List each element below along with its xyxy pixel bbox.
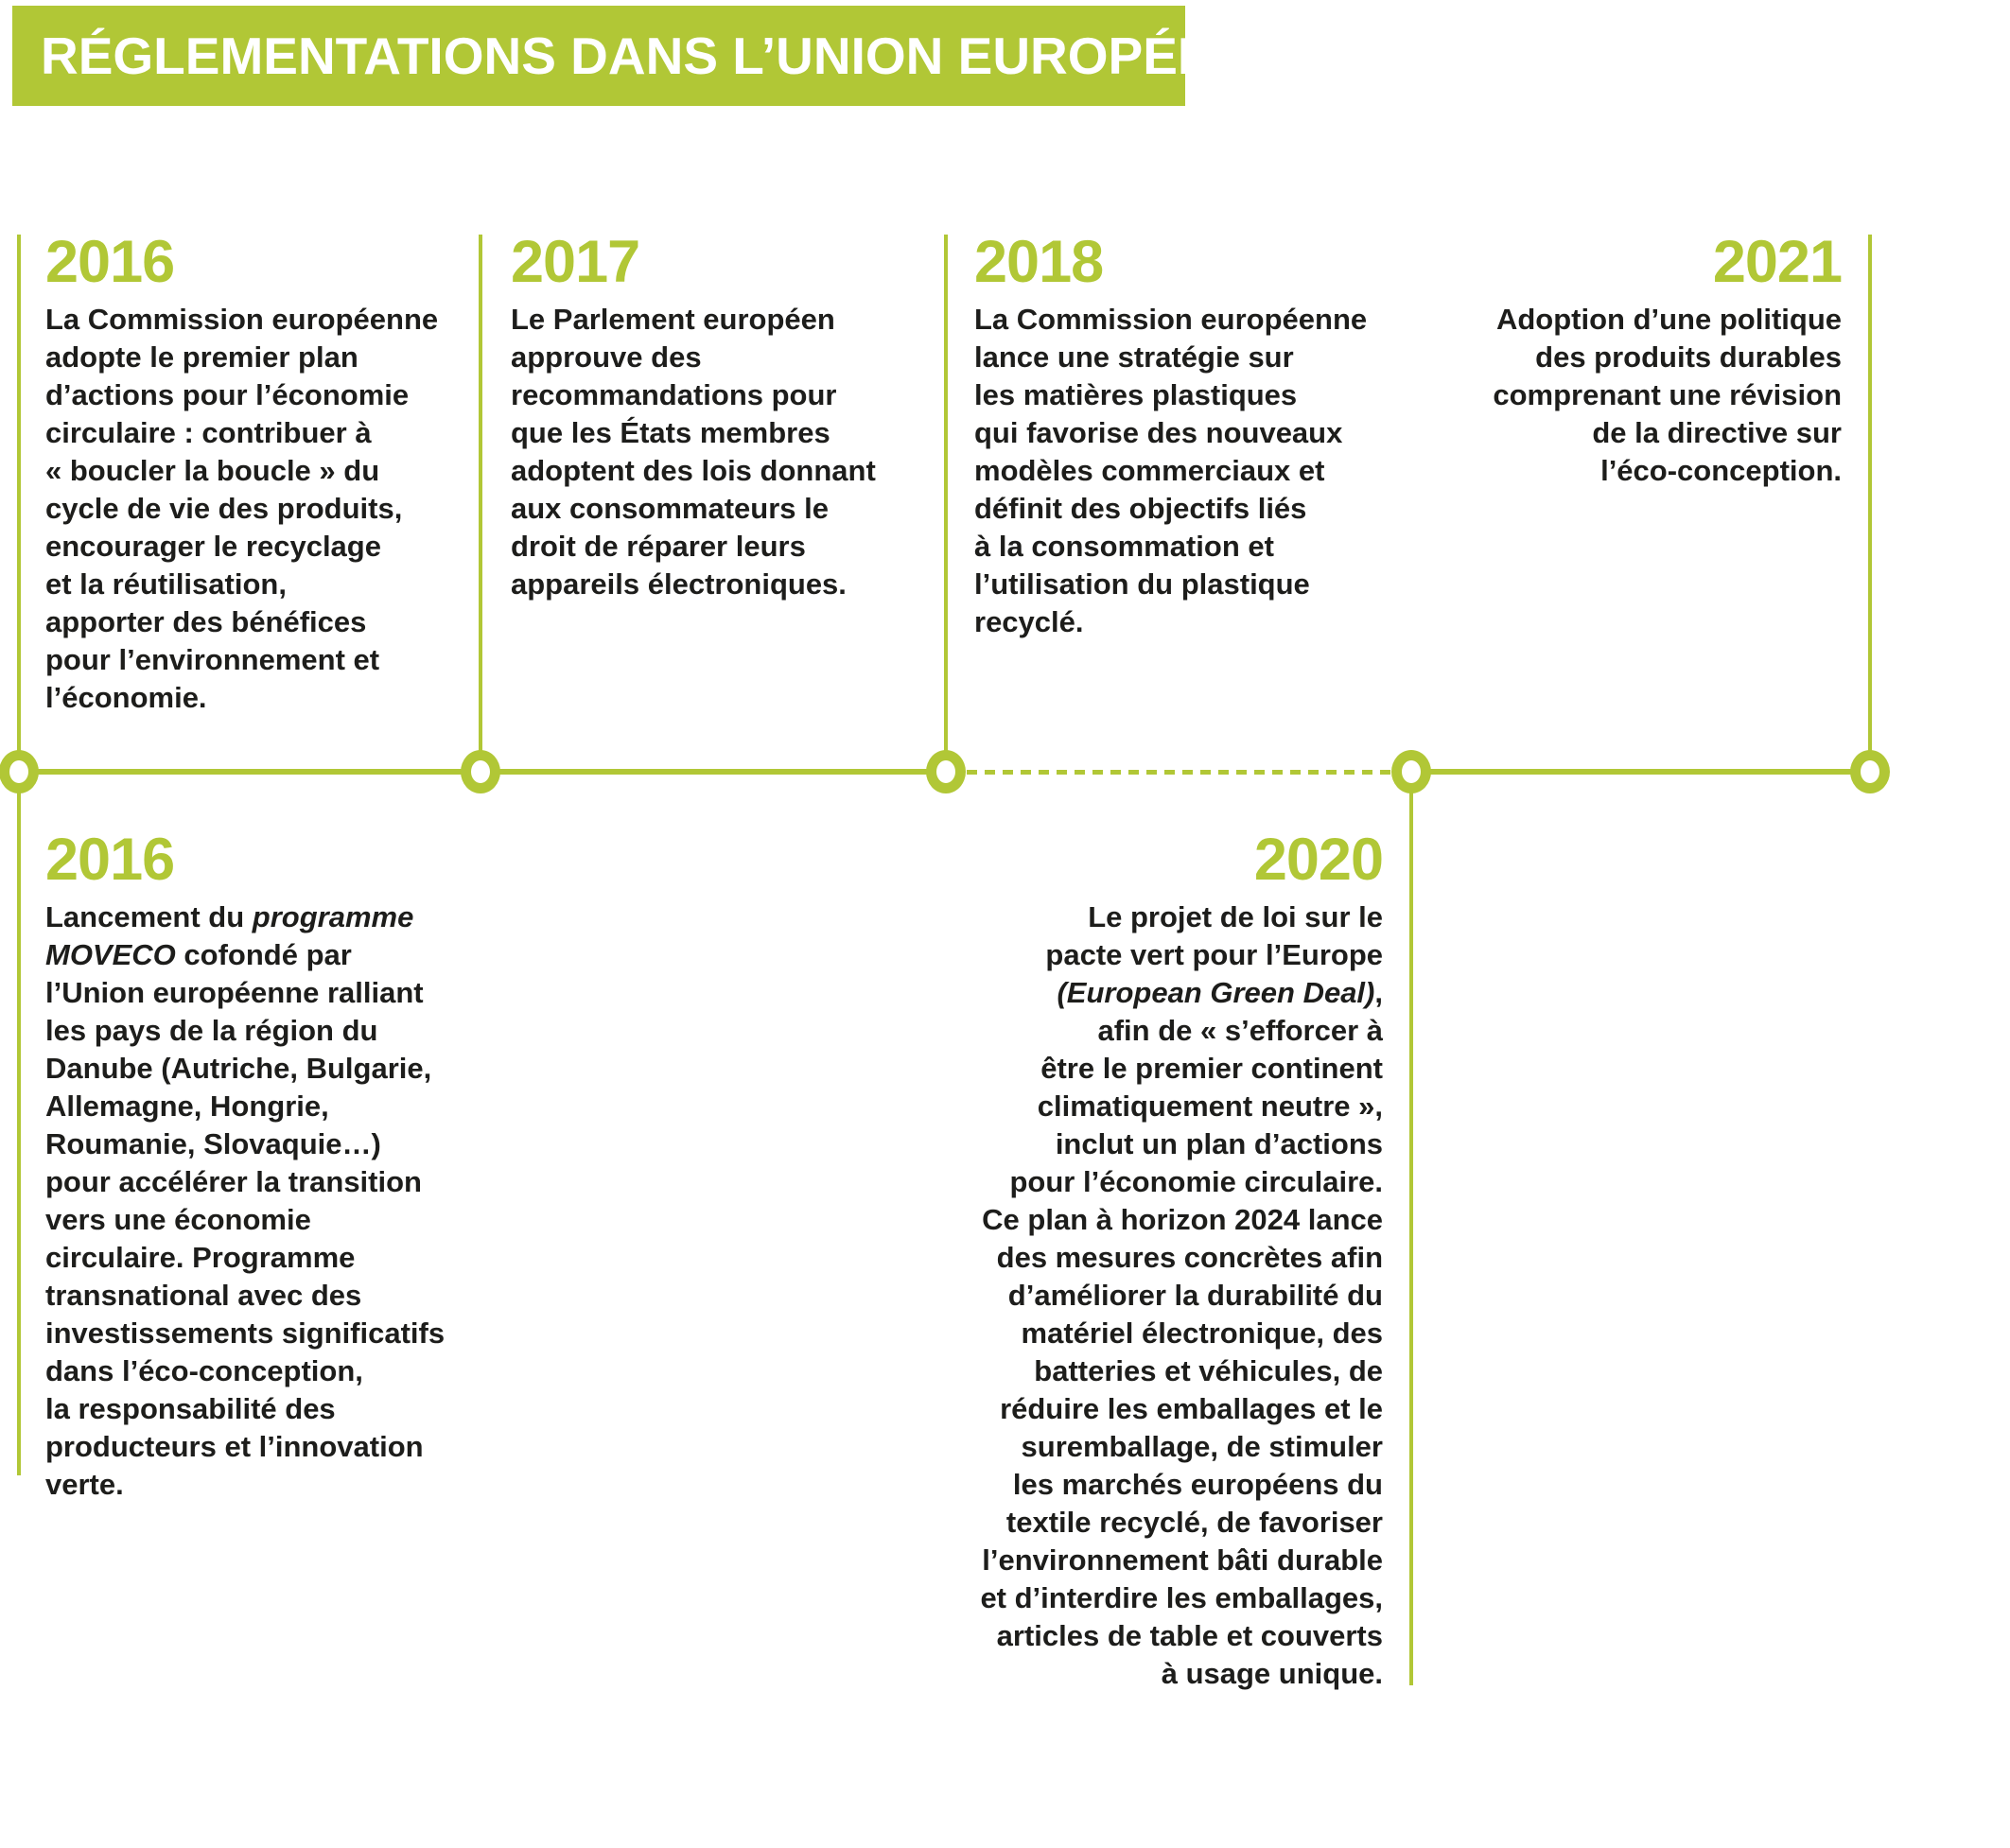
event-text: La Commission européenne adopte le premier plan d’actions pour l’économie circulaire : contribuer à « boucler la boucle » du cycle de vie des produits, encourager le recyclage et la réutilisation, apporter des bénéfices pour l’environnement et l’économie.	[45, 303, 439, 714]
timeline-solid-segment-right	[1411, 769, 1870, 775]
event-2020	[872, 827, 1383, 1693]
event-text: Adoption d’une politique des produits durables comprenant une révision de la directive sur l’éco-conception.	[1493, 303, 1842, 487]
event-year: 2017	[511, 229, 640, 295]
event-2017	[511, 229, 876, 603]
event-text: Le Parlement européen approuve des recommandations pour que les États membres adoptent des lois donnant aux consommateurs le droit de réparer leurs appareils électroniques.	[511, 303, 876, 601]
event-year: 2016	[45, 229, 175, 295]
connector-2021	[1868, 235, 1872, 753]
event-text: Lancement du programme MOVECO cofondé par l’Union européenne ralliant les pays de la région du Danube (Autriche, Bulgarie, Allemagne, Hongrie, Roumanie, Slovaquie…) pour accélérer la transition vers une économie circulaire. Programme transnational avec des investissements significatifs dans l’éco-conception, la responsabilité des producteurs et l’innovation verte.	[45, 900, 446, 1501]
timeline-node-2020	[1391, 750, 1431, 793]
event-year: 2021	[1712, 229, 1842, 295]
timeline-dashed-segment	[967, 770, 1392, 775]
timeline-node-2016	[0, 750, 39, 793]
event-2018	[974, 229, 1368, 641]
event-year: 2018	[974, 229, 1104, 295]
event-year: 2020	[1253, 827, 1383, 893]
timeline-node-2018	[926, 750, 966, 793]
event-text: Le projet de loi sur le pacte vert pour l’Europe (European Green Deal), afin de « s’efforcer à être le premier continent climatiquement neutre », inclut un plan d’actions pour l’économie circulaire. Ce plan à horizon 2024 lance des mesures concrètes afin d’améliorer la durabilité du matériel électronique, des batteries et véhicules, de réduire les emballages et le suremballage, de stimuler les marchés européens du textile recyclé, de favoriser l’environnement bâti durable et d’interdire les emballages, articles de table et couverts à usage unique.	[980, 900, 1383, 1690]
event-year: 2016	[45, 827, 175, 893]
connector-2017	[479, 235, 482, 753]
connector-2020	[1409, 793, 1413, 1685]
timeline-node-2017	[461, 750, 500, 793]
connector-2018	[944, 235, 948, 753]
page-title: RÉGLEMENTATIONS DANS L’UNION EUROPÉENNE	[41, 26, 1322, 85]
event-text: La Commission européenne lance une stratégie sur les matières plastiques qui favorise des nouveaux modèles commerciaux et définit des objectifs liés à la consommation et l’utilisation du plastique recyclé.	[974, 303, 1368, 638]
connector-2016-top	[17, 235, 21, 753]
event-2021	[1463, 229, 1842, 490]
timeline-node-2021	[1850, 750, 1890, 793]
event-2016-bottom	[45, 827, 446, 1504]
event-2016-top	[45, 229, 439, 717]
header-banner	[12, 6, 1322, 106]
connector-2016-bottom	[17, 793, 21, 1475]
